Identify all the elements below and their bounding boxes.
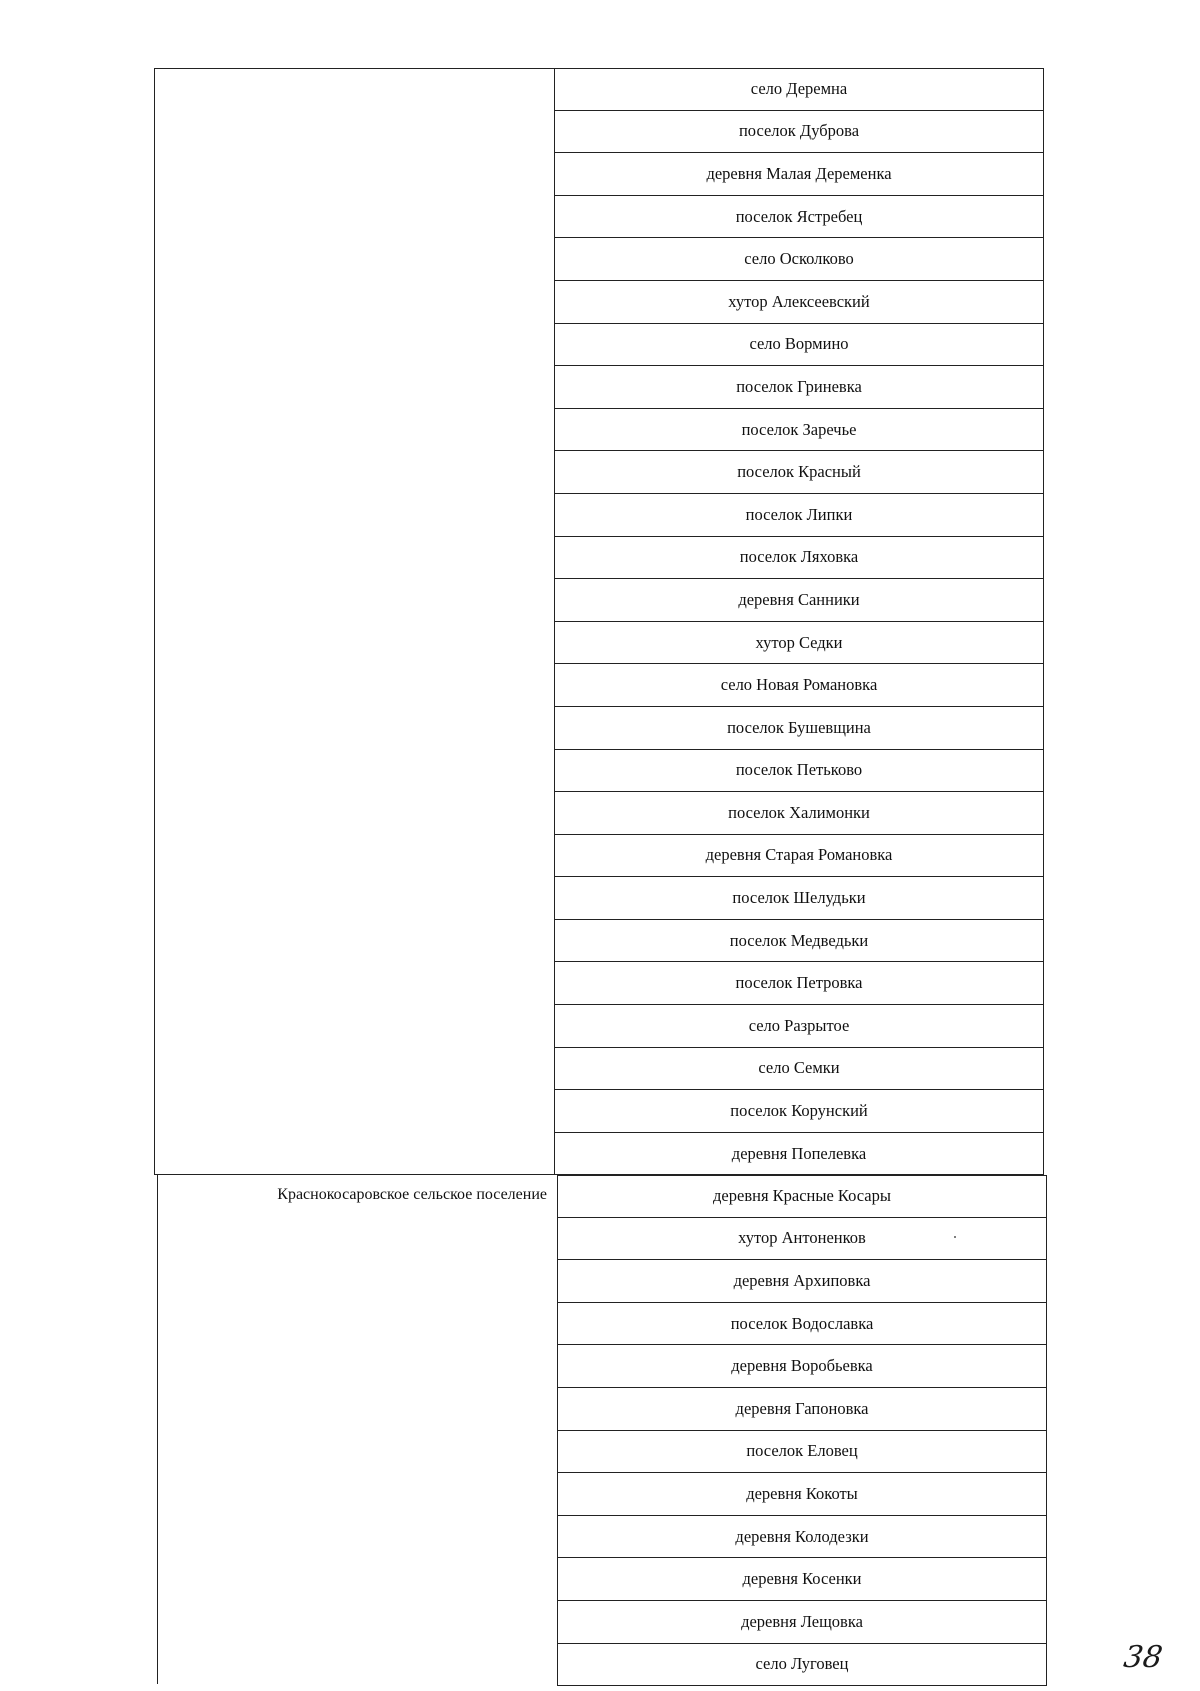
locality-row: [557, 1516, 1047, 1559]
locality-name: деревня Косенки: [742, 1569, 862, 1589]
locality-name: деревня Старая Романовка: [705, 845, 893, 865]
locality-row: [554, 196, 1044, 239]
locality-row: [554, 537, 1044, 580]
locality-name: деревня Попелевка: [731, 1143, 867, 1163]
locality-name: поселок Водославка: [730, 1313, 874, 1333]
locality-name: деревня Малая Деременка: [706, 163, 892, 183]
locality-name: деревня Красные Косары: [713, 1186, 891, 1206]
scan-speck: [954, 1236, 956, 1238]
locality-row: [554, 324, 1044, 367]
locality-name: поселок Липки: [745, 504, 853, 524]
settlement-cell-group-2: [157, 1175, 557, 1684]
locality-name: поселок Петровка: [735, 973, 863, 993]
locality-row: [557, 1345, 1047, 1388]
locality-name: село Новая Романовка: [720, 675, 878, 695]
locality-row: [554, 366, 1044, 409]
locality-row: [557, 1388, 1047, 1431]
locality-name: хутор Седки: [755, 632, 843, 652]
locality-row: [554, 68, 1044, 111]
locality-row: [554, 1090, 1044, 1133]
locality-name: деревня Гапоновка: [735, 1398, 869, 1418]
locality-name: хутор Антоненков: [738, 1228, 866, 1248]
locality-name: поселок Ястребец: [735, 206, 863, 226]
locality-name: поселок Заречье: [741, 419, 857, 439]
locality-row: [554, 877, 1044, 920]
locality-row: [554, 920, 1044, 963]
locality-row: [557, 1601, 1047, 1644]
handwritten-page-number: 38: [1121, 1640, 1165, 1675]
locality-row: [554, 1005, 1044, 1048]
locality-row: [557, 1260, 1047, 1303]
locality-row: [557, 1175, 1047, 1218]
locality-row: [554, 792, 1044, 835]
locality-name: деревня Лещовка: [741, 1611, 863, 1631]
locality-list-group-2: [557, 1175, 1047, 1686]
locality-row: [554, 835, 1044, 878]
locality-row: [554, 281, 1044, 324]
locality-name: поселок Халимонки: [728, 802, 870, 822]
locality-name: поселок Петьково: [735, 760, 863, 780]
locality-name: хутор Алексеевский: [728, 291, 870, 311]
settlement-cell-group-1: [154, 68, 554, 1175]
locality-row: [554, 153, 1044, 196]
settlement-name: Краснокосаровское сельское поселение: [277, 1186, 547, 1203]
locality-name: село Семки: [758, 1058, 840, 1078]
locality-list-group-1: [554, 68, 1044, 1175]
locality-name: село Деремна: [750, 79, 848, 99]
locality-row: [557, 1644, 1047, 1687]
locality-name: деревня Воробьевка: [731, 1356, 873, 1376]
locality-name: поселок Гриневка: [736, 376, 862, 396]
locality-row: [557, 1218, 1047, 1261]
locality-name: село Осколково: [744, 249, 854, 269]
locality-name: поселок Красный: [737, 462, 861, 482]
locality-name: поселок Корунский: [730, 1101, 868, 1121]
locality-row: [554, 962, 1044, 1005]
locality-name: деревня Колодезки: [735, 1526, 869, 1546]
locality-row: [554, 409, 1044, 452]
locality-row: [554, 579, 1044, 622]
locality-row: [554, 664, 1044, 707]
locality-row: [554, 1048, 1044, 1091]
locality-row: [557, 1431, 1047, 1474]
locality-name: поселок Ляховка: [739, 547, 859, 567]
locality-row: [554, 238, 1044, 281]
locality-name: деревня Кокоты: [746, 1483, 858, 1503]
locality-name: село Вормино: [749, 334, 849, 354]
locality-name: поселок Еловец: [746, 1441, 858, 1461]
locality-name: село Разрытое: [748, 1015, 850, 1035]
locality-row: [557, 1303, 1047, 1346]
locality-row: [557, 1558, 1047, 1601]
locality-name: деревня Санники: [738, 589, 860, 609]
locality-name: поселок Бушевщина: [727, 717, 871, 737]
locality-row: [554, 707, 1044, 750]
locality-name: поселок Шелудьки: [732, 888, 866, 908]
locality-row: [554, 494, 1044, 537]
locality-row: [554, 111, 1044, 154]
locality-row: [554, 451, 1044, 494]
locality-row: [554, 1133, 1044, 1176]
locality-name: поселок Медведьки: [729, 930, 869, 950]
locality-name: поселок Дуброва: [738, 121, 860, 141]
locality-row: [557, 1473, 1047, 1516]
locality-row: [554, 750, 1044, 793]
locality-name: деревня Архиповка: [733, 1270, 871, 1290]
locality-name: село Луговец: [755, 1654, 849, 1674]
locality-row: [554, 622, 1044, 665]
